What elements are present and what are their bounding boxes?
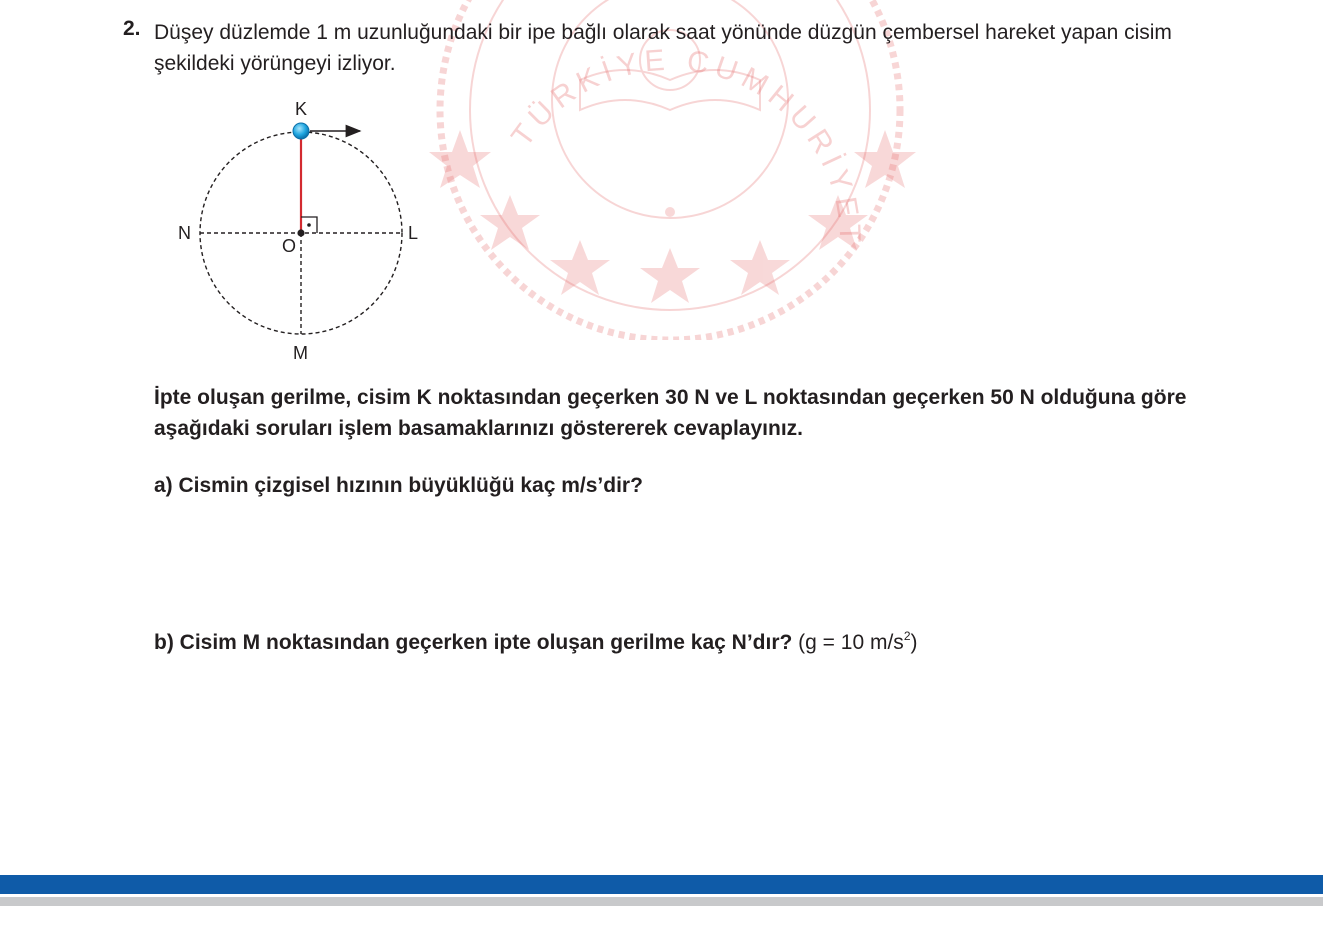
label-o: O (282, 236, 297, 256)
label-m: M (293, 343, 308, 363)
label-l: L (408, 223, 419, 243)
footer-gray-bar (0, 897, 1323, 906)
question-number: 2. (123, 17, 141, 40)
watermark-text: TÜRKİYE CUMHURİYET (505, 43, 867, 249)
label-k: K (295, 99, 308, 119)
footer-blue-bar (0, 875, 1323, 894)
circular-motion-figure (160, 90, 460, 370)
sub-question-b-text: b) Cisim M noktasından geçerken ipte oluşan gerilme kaç N’dır? (154, 631, 793, 654)
gravity-note: (g = 10 $m/s^2$) (798, 629, 918, 654)
ball (293, 123, 309, 139)
problem-statement: İpte oluşan gerilme, cisim K noktasından geçerken 30 N ve L noktasından geçerken 50 N olduğuna göre aşağıdaki soruları işlem basamaklarınızı göstererek cevaplayınız. (154, 386, 1187, 440)
label-n: N (178, 223, 191, 243)
sub-question-a (154, 470, 643, 501)
right-angle-dot (307, 223, 311, 227)
question-text: Düşey düzlemde 1 m uzunluğundaki bir ipe bağlı olarak saat yönünde düzgün çembersel hareket yapan cisim şekildeki yörüngeyi izliyor. (154, 21, 1172, 75)
sub-question-a-text: a) Cismin çizgisel hızının büyüklüğü kaç m/s’dir? (154, 474, 643, 497)
sub-question-b (154, 627, 918, 658)
center-point (297, 229, 304, 236)
